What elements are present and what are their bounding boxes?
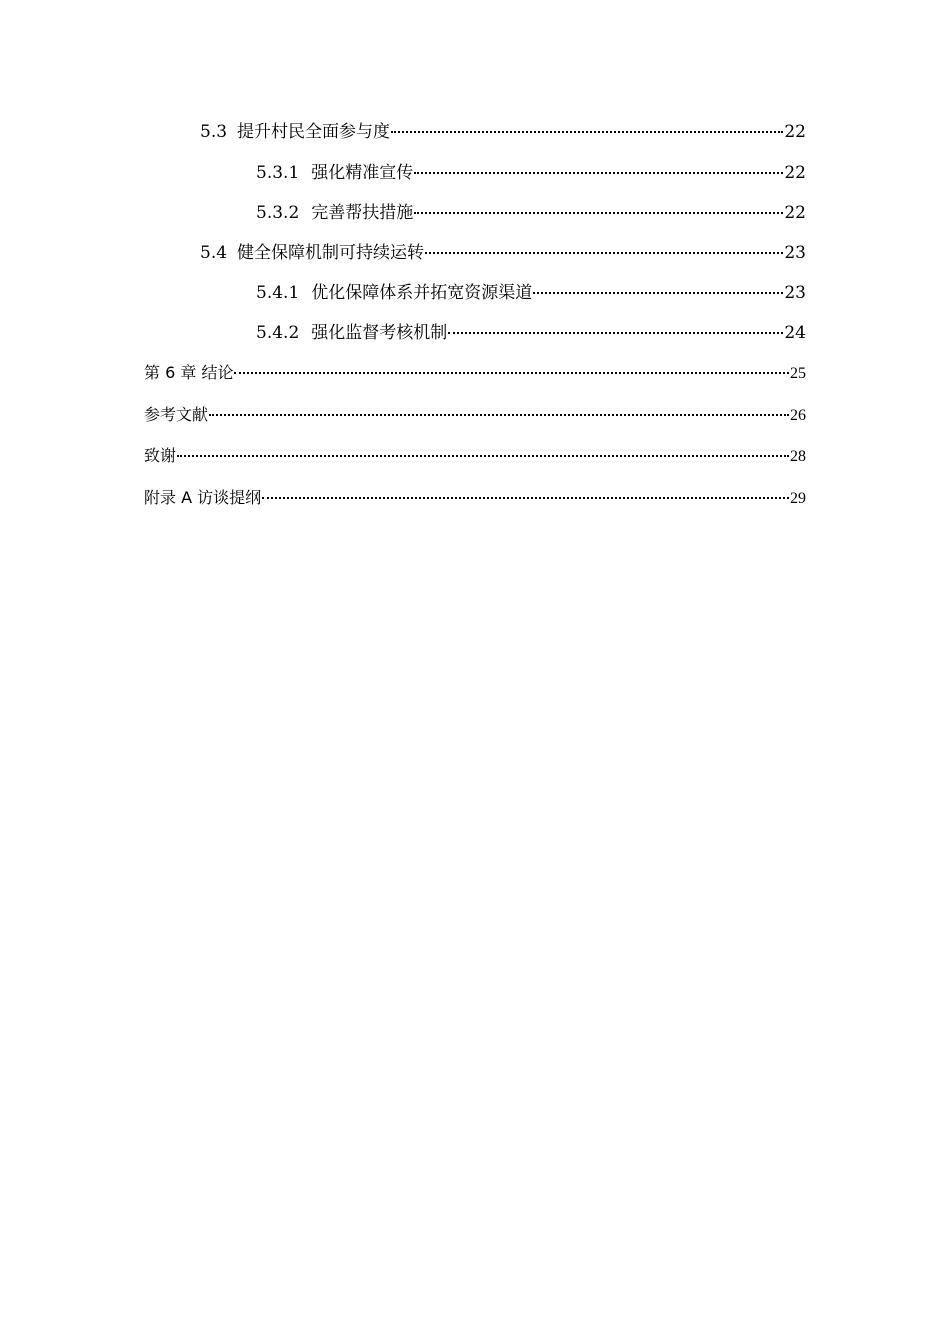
- toc-entry[interactable]: [144, 443, 806, 471]
- dot-leader: [414, 172, 783, 174]
- toc-entry-number: 5.4: [200, 243, 228, 263]
- toc-entry-title: 第 6 章 结论: [144, 363, 234, 382]
- toc-entry-title: 致谢: [144, 446, 177, 465]
- toc-entry[interactable]: [144, 360, 806, 388]
- toc-entry-title: 完善帮扶措施: [311, 203, 414, 223]
- toc-entry-page: 26: [790, 407, 806, 424]
- toc-entry-title: 健全保障机制可持续运转: [237, 243, 425, 263]
- dot-leader: [209, 414, 789, 416]
- toc-entry[interactable]: [144, 485, 806, 513]
- toc-entry[interactable]: [256, 198, 806, 226]
- toc-entry-title: 强化监督考核机制: [311, 323, 448, 343]
- toc-entry-number: 5.3: [200, 122, 228, 142]
- toc-entry[interactable]: [256, 158, 806, 186]
- toc-entry-number: 5.4.1: [256, 283, 300, 303]
- toc-entry-page: 22: [784, 122, 806, 142]
- toc-entry-number: 5.3.1: [256, 163, 300, 183]
- toc-entry-page: 23: [784, 243, 806, 263]
- dot-leader: [448, 332, 783, 334]
- toc-entry-page: 28: [790, 448, 806, 465]
- toc-entry[interactable]: [200, 238, 806, 266]
- dot-leader: [414, 212, 783, 214]
- dot-leader: [533, 292, 783, 294]
- toc-entry[interactable]: [200, 117, 806, 145]
- toc-entry-title: 附录 A 访谈提纲: [144, 488, 262, 507]
- dot-leader: [425, 252, 783, 254]
- toc-entry-title: 提升村民全面参与度: [237, 122, 391, 142]
- toc-entry-page: 22: [784, 163, 806, 183]
- toc-entry-title: 优化保障体系并拓宽资源渠道: [311, 283, 533, 303]
- toc-entry-page: 29: [790, 490, 806, 507]
- dot-leader: [262, 497, 789, 499]
- toc-entry-number: 5.4.2: [256, 323, 300, 343]
- toc-entry-title: 参考文献: [144, 405, 209, 424]
- toc-entry-page: 22: [784, 203, 806, 223]
- toc-entry-page: 24: [784, 323, 806, 343]
- toc-entry[interactable]: [256, 318, 806, 346]
- dot-leader: [391, 131, 783, 133]
- toc-entry[interactable]: [256, 278, 806, 306]
- dot-leader: [177, 455, 789, 457]
- dot-leader: [234, 372, 789, 374]
- toc-entry-page: 25: [790, 365, 806, 382]
- toc-entry[interactable]: [144, 402, 806, 430]
- toc-entry-title: 强化精准宣传: [311, 163, 414, 183]
- toc-entry-number: 5.3.2: [256, 203, 300, 223]
- toc-entry-page: 23: [784, 283, 806, 303]
